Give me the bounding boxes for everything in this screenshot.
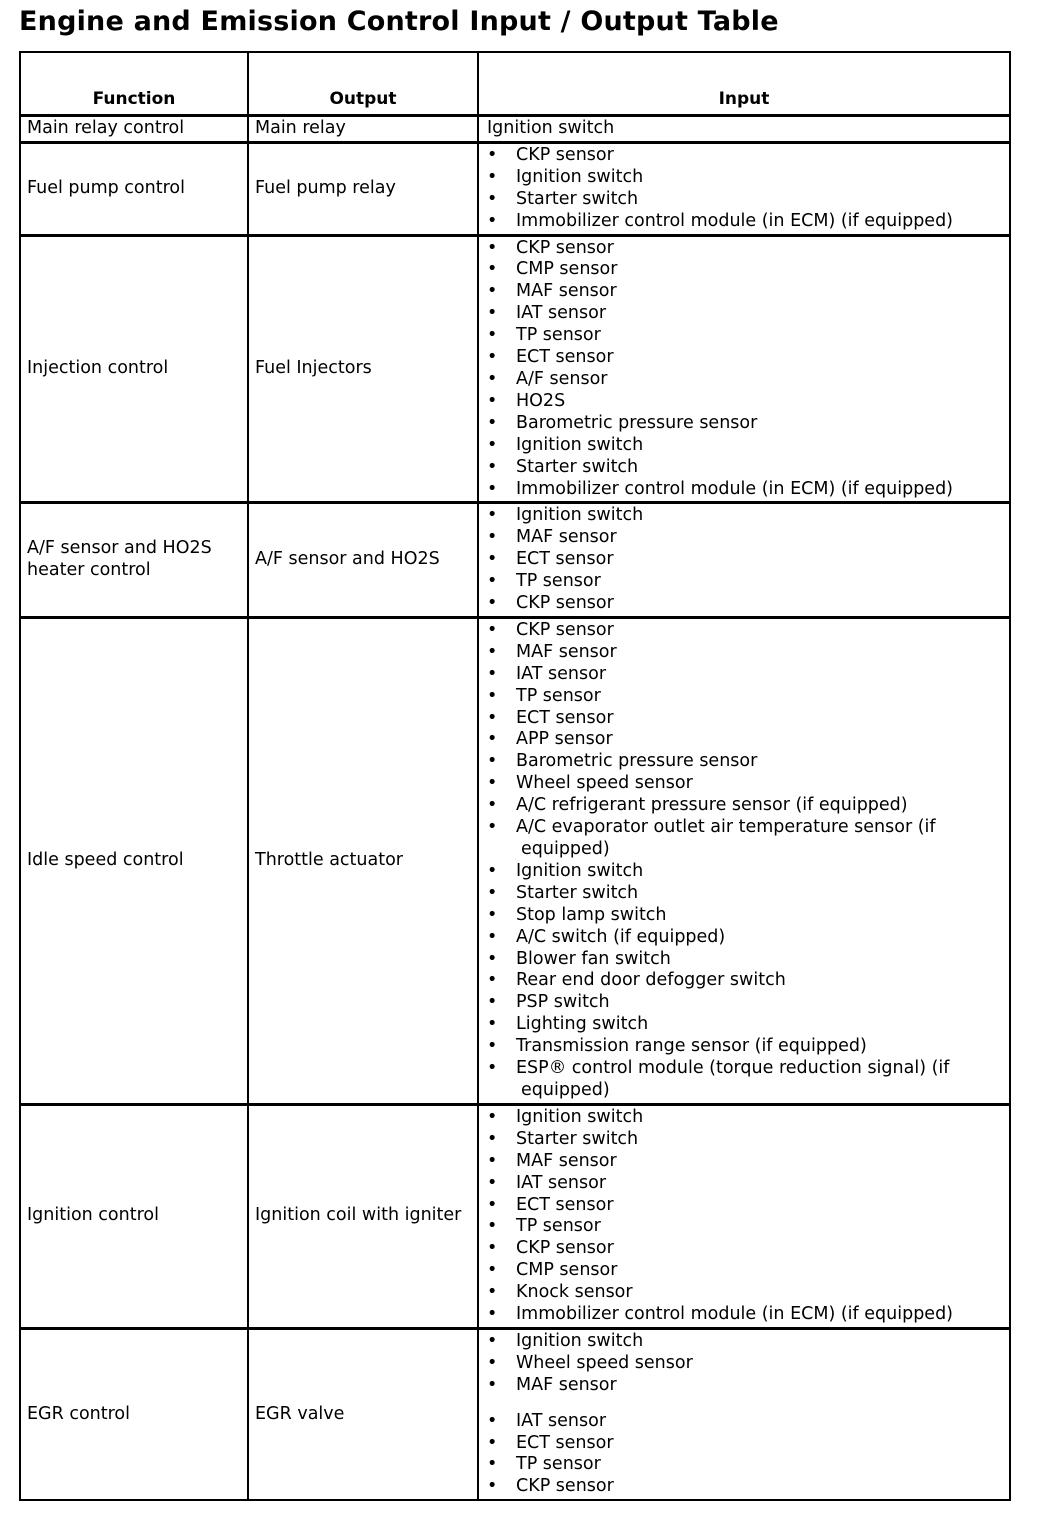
input-item: • ECT sensor	[487, 1433, 1005, 1455]
input-list	[487, 505, 1005, 615]
function-cell: Fuel pump control	[20, 142, 248, 235]
input-item: • Blower fan switch	[487, 949, 1005, 971]
input-cell	[478, 142, 1010, 235]
input-item: • Wheel speed sensor	[487, 773, 1005, 795]
input-item: • CKP sensor	[487, 620, 1005, 642]
function-cell: Ignition control	[20, 1104, 248, 1328]
input-item: • CMP sensor	[487, 259, 1005, 281]
table-row	[20, 1104, 1010, 1328]
output-cell: Throttle actuator	[248, 617, 478, 1104]
input-list	[487, 1331, 1005, 1498]
input-item: Ignition switch	[487, 118, 615, 138]
table-row	[20, 235, 1010, 503]
input-item: • Barometric pressure sensor	[487, 751, 1005, 773]
input-item-line: A/C evaporator outlet air temperature sensor (if	[516, 817, 936, 838]
input-cell	[478, 617, 1010, 1104]
input-item: • MAF sensor	[487, 527, 1005, 549]
input-item: • IAT sensor	[487, 1173, 1005, 1195]
input-item: • Stop lamp switch	[487, 905, 1005, 927]
input-item: • Immobilizer control module (in ECM) (if equipped)	[487, 1304, 1005, 1326]
header-function: Function	[20, 52, 248, 116]
input-item: • ECT sensor	[487, 549, 1005, 571]
header-input: Input	[478, 52, 1010, 116]
header-output: Output	[248, 52, 478, 116]
input-item-line: ESP® control module (torque reduction signal) (if	[516, 1058, 950, 1079]
input-item: • MAF sensor	[487, 1151, 1005, 1173]
input-item: • Ignition switch	[487, 1331, 1005, 1353]
input-item: • A/C switch (if equipped)	[487, 927, 1005, 949]
output-cell: EGR valve	[248, 1328, 478, 1500]
table-row	[20, 503, 1010, 618]
input-item: • Lighting switch	[487, 1014, 1005, 1036]
input-item: • IAT sensor	[487, 1411, 1005, 1433]
input-list	[487, 145, 1005, 233]
input-item: • MAF sensor	[487, 281, 1005, 303]
input-item	[487, 817, 1005, 861]
table-row	[20, 116, 1010, 143]
output-cell: Fuel pump relay	[248, 142, 478, 235]
output-cell: Main relay	[248, 116, 478, 143]
input-item: • Knock sensor	[487, 1282, 1005, 1304]
input-item: • Starter switch	[487, 457, 1005, 479]
input-item: • IAT sensor	[487, 664, 1005, 686]
input-item: • Ignition switch	[487, 505, 1005, 527]
output-cell: Ignition coil with igniter	[248, 1104, 478, 1328]
input-item: • Starter switch	[487, 1129, 1005, 1151]
function-cell: EGR control	[20, 1328, 248, 1500]
input-cell	[478, 503, 1010, 618]
input-item: • Immobilizer control module (in ECM) (if equipped)	[487, 479, 1005, 501]
input-item: • Starter switch	[487, 189, 1005, 211]
input-item: • A/C refrigerant pressure sensor (if equipped)	[487, 795, 1005, 817]
input-item: • ECT sensor	[487, 347, 1005, 369]
function-cell: A/F sensor and HO2S heater control	[20, 503, 248, 618]
input-item: • Ignition switch	[487, 861, 1005, 883]
output-cell: Fuel Injectors	[248, 235, 478, 503]
input-item: • MAF sensor	[487, 642, 1005, 664]
input-item: • CKP sensor	[487, 1476, 1005, 1498]
input-item: • CKP sensor	[487, 1238, 1005, 1260]
input-item: • TP sensor	[487, 1454, 1005, 1476]
table-row	[20, 617, 1010, 1104]
input-item: • A/F sensor	[487, 369, 1005, 391]
input-item: • Ignition switch	[487, 1107, 1005, 1129]
table-row	[20, 142, 1010, 235]
input-cell	[478, 1328, 1010, 1500]
input-item: • Ignition switch	[487, 435, 1005, 457]
input-item: • Rear end door defogger switch	[487, 970, 1005, 992]
header-row	[20, 52, 1010, 116]
input-item: • APP sensor	[487, 729, 1005, 751]
function-cell: Main relay control	[20, 116, 248, 143]
input-item: • HO2S	[487, 391, 1005, 413]
page-title: Engine and Emission Control Input / Output Table	[19, 6, 779, 37]
input-item: • PSP switch	[487, 992, 1005, 1014]
input-item: • IAT sensor	[487, 303, 1005, 325]
input-item: • TP sensor	[487, 686, 1005, 708]
input-list	[487, 620, 1005, 1102]
function-cell: Injection control	[20, 235, 248, 503]
input-cell	[478, 116, 1010, 143]
input-item: • CKP sensor	[487, 593, 1005, 615]
input-item: • TP sensor	[487, 571, 1005, 593]
io-table	[19, 51, 1011, 1501]
input-item: • CKP sensor	[487, 238, 1005, 260]
input-cell	[478, 235, 1010, 503]
input-cell	[478, 1104, 1010, 1328]
input-item-continuation: equipped)	[521, 839, 610, 859]
input-item: • Ignition switch	[487, 167, 1005, 189]
input-item: • Transmission range sensor (if equipped)	[487, 1036, 1005, 1058]
input-item: • TP sensor	[487, 325, 1005, 347]
input-item: • ECT sensor	[487, 708, 1005, 730]
input-item	[487, 1058, 1005, 1102]
input-item: • ECT sensor	[487, 1195, 1005, 1217]
input-list	[487, 1107, 1005, 1326]
input-item: • TP sensor	[487, 1216, 1005, 1238]
input-item: • Wheel speed sensor	[487, 1353, 1005, 1375]
input-item: • Barometric pressure sensor	[487, 413, 1005, 435]
function-cell: Idle speed control	[20, 617, 248, 1104]
input-item: • CKP sensor	[487, 145, 1005, 167]
input-item: • Immobilizer control module (in ECM) (if equipped)	[487, 211, 1005, 233]
input-item: • CMP sensor	[487, 1260, 1005, 1282]
input-list	[487, 238, 1005, 501]
input-item-continuation: equipped)	[521, 1079, 610, 1100]
input-item: • Starter switch	[487, 883, 1005, 905]
table-row	[20, 1328, 1010, 1500]
output-cell: A/F sensor and HO2S	[248, 503, 478, 618]
input-item: • MAF sensor	[487, 1375, 1005, 1397]
